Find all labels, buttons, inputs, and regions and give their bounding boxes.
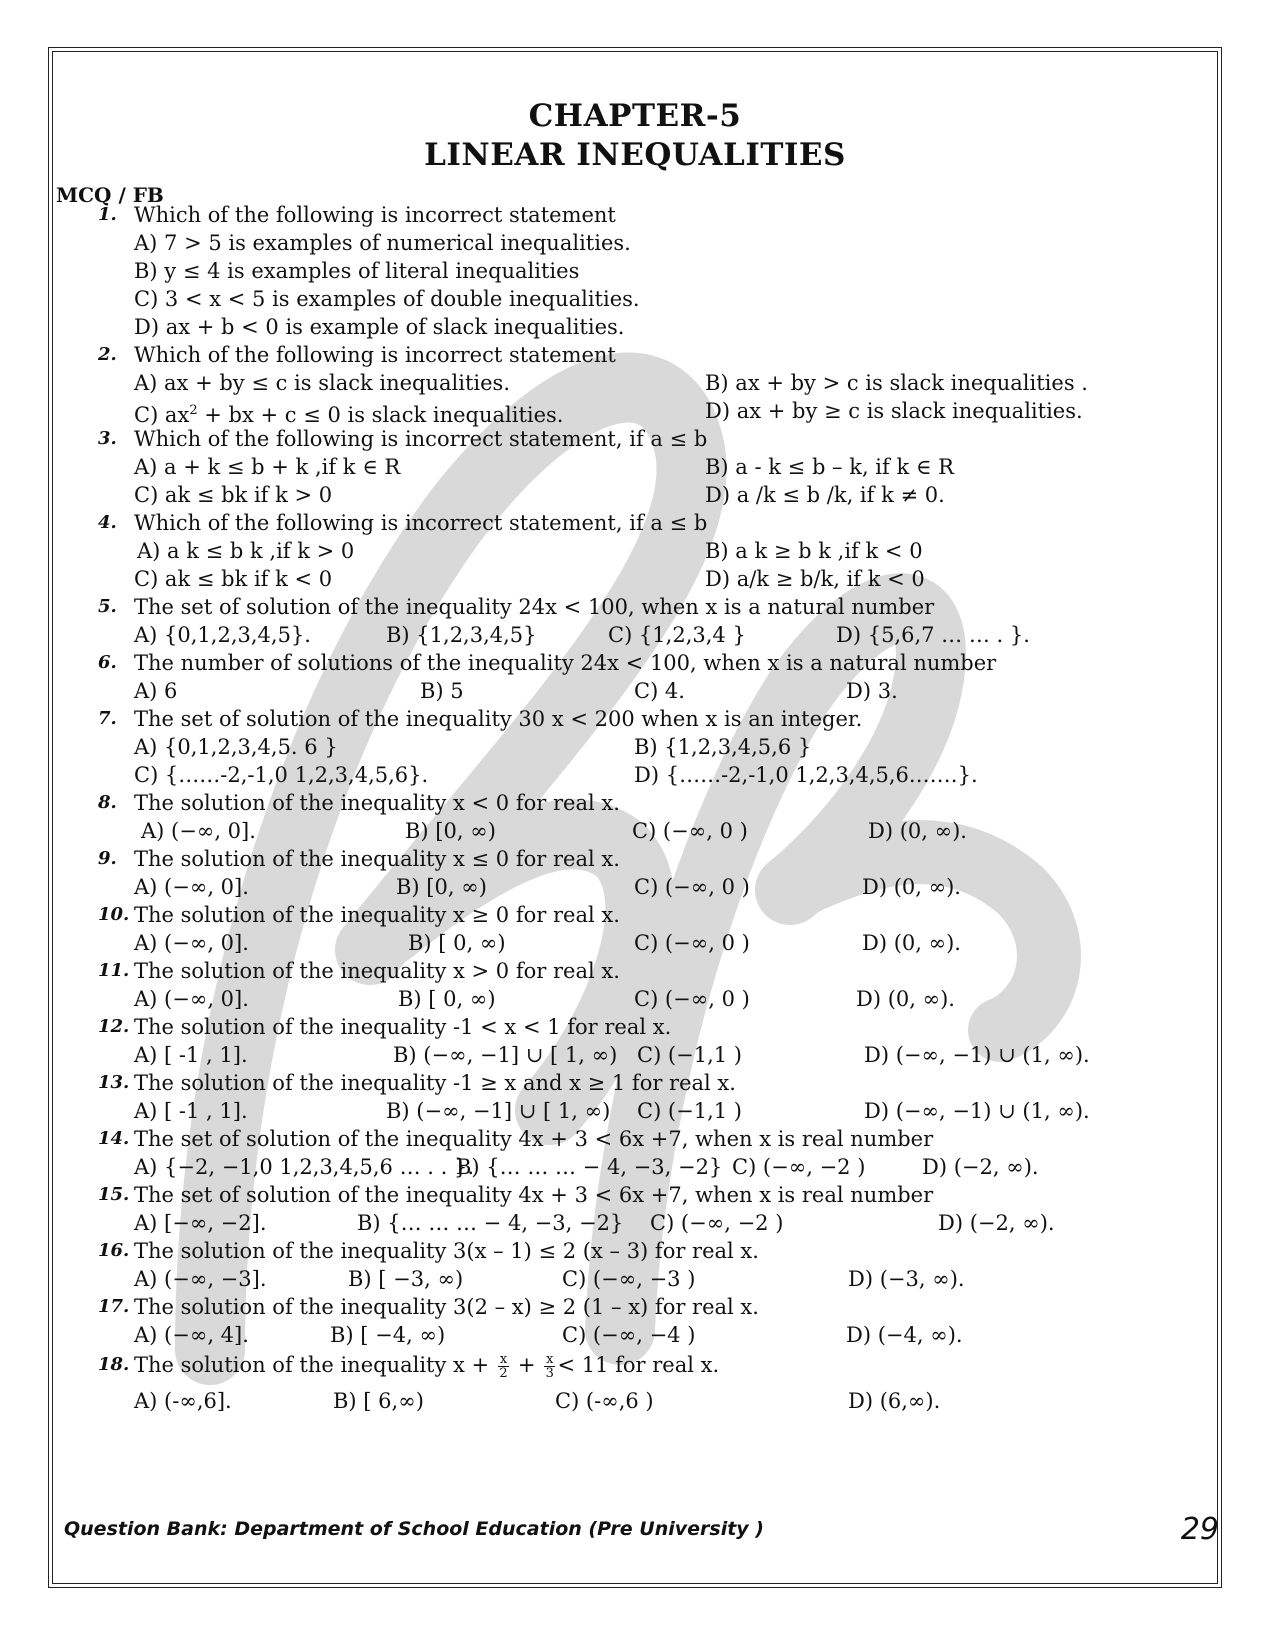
option-b: B) [ 0, ∞) [398,987,496,1011]
option-d: D) (−3, ∞). [848,1267,965,1291]
option-a: A) (−∞, 0]. [134,931,249,955]
question-text: The set of solution of the inequality 24x < 100, when x is a natural number [134,595,935,619]
question-number: 10. [98,904,130,925]
question-text: The solution of the inequality x > 0 for real x. [134,959,620,983]
option-d: D) (0, ∞). [868,819,967,843]
option-d: D) (−∞, −1) ∪ (1, ∞). [864,1099,1090,1123]
option-c: C) (−∞, 0 ) [634,987,750,1011]
option-a: A) [ -1 , 1]. [134,1043,248,1067]
option-c: C) (−1,1 ) [637,1043,742,1067]
option-a: A) a k ≤ b k ,if k > 0 [137,539,355,563]
option-c: C) {……-2,-1,0 1,2,3,4,5,6}. [134,763,429,787]
question-text: The solution of the inequality x + $\frac{x}{2}$ + $\frac{x}{3}$ < 11 for real x. [134,1352,720,1381]
option-b: B) [ −3, ∞) [348,1267,464,1291]
option-b: B) [0, ∞) [405,819,496,843]
option-b: B) {… … … − 4, −3, −2} [357,1211,624,1235]
question-text: The solution of the inequality x < 0 for real x. [134,791,620,815]
option-a: A) (−∞, 0]. [141,819,256,843]
chapter-number: CHAPTER-5 [528,98,742,134]
option-c: C) $ax^2$ + bx + c ≤ 0 is slack inequalities. [134,403,564,427]
question-number: 5. [98,596,117,617]
question-text: The solution of the inequality 3(2 – x) ≥ 2 (1 – x) for real x. [134,1295,759,1319]
question-number: 7. [98,708,117,729]
option-d: D) {……-2,-1,0 1,2,3,4,5,6.……}. [634,763,978,787]
option-a: A) ax + by ≤ c is slack inequalities. [134,371,511,395]
option-a: A) [ -1 , 1]. [134,1099,248,1123]
option-b: B) {1,2,3,4,5} [386,623,537,647]
option-d: D) (−2, ∞). [938,1211,1055,1235]
question-text: The number of solutions of the inequality 24x < 100, when x is a natural number [134,651,997,675]
option-b: B) (−∞, −1] ∪ [ 1, ∞) [393,1043,618,1067]
question-text: The solution of the inequality x ≤ 0 for real x. [134,847,620,871]
option-d: D) 3. [846,679,898,703]
section-label: MCQ / FB [56,183,164,207]
question-number: 14. [98,1128,130,1149]
option-a: A) {0,1,2,3,4,5. 6 } [134,735,338,759]
option-d: D) a/k ≥ b/k, if k < 0 [705,567,925,591]
option-d: D) ax + b < 0 is example of slack inequalities. [134,315,625,339]
question-number: 8. [98,792,117,813]
question-text: The set of solution of the inequality 30 x < 200 when x is an integer. [134,707,863,731]
fraction-x-over-3: $\frac{x}{3}$ [545,1352,554,1381]
page-number: 29 [1180,1512,1219,1547]
option-a: A) (-∞,6]. [134,1389,232,1413]
option-b: B) (−∞, −1] ∪ [ 1, ∞) [386,1099,611,1123]
option-b: B) ax + by > c is slack inequalities . [705,371,1088,395]
question-text: The solution of the inequality -1 ≥ x and x ≥ 1 for real x. [134,1071,736,1095]
option-b: B) y ≤ 4 is examples of literal inequalities [134,259,580,283]
question-number: 16. [98,1240,130,1261]
option-d: D) (−∞, −1) ∪ (1, ∞). [864,1043,1090,1067]
question-text: Which of the following is incorrect statement [134,343,616,367]
question-text: The set of solution of the inequality 4x + 3 < 6x +7, when x is real number [134,1127,934,1151]
option-b: B) {… … … − 4, −3, −2} [456,1155,723,1179]
question-number: 17. [98,1296,130,1317]
option-a: A) (−∞, 0]. [134,987,249,1011]
option-c: C) (−∞, −2 ) [650,1211,784,1235]
option-c: C) (−∞, −4 ) [562,1323,696,1347]
footer-text: Question Bank: Department of School Education (Pre University ) [64,1518,764,1540]
fraction-x-over-2: $\frac{x}{2}$ [499,1352,508,1381]
option-a: A) [−∞, −2]. [134,1211,267,1235]
option-b: B) [ −4, ∞) [330,1323,446,1347]
option-b: B) a k ≥ b k ,if k < 0 [705,539,923,563]
option-a: A) 7 > 5 is examples of numerical inequalities. [134,231,631,255]
option-a: A) {0,1,2,3,4,5}. [134,623,311,647]
option-d: D) (0, ∞). [856,987,955,1011]
question-number: 11. [98,960,130,981]
option-c: C) (−∞, −3 ) [562,1267,696,1291]
option-d: D) ax + by ≥ c is slack inequalities. [705,399,1083,423]
option-b: B) [0, ∞) [396,875,487,899]
option-d: D) (−4, ∞). [846,1323,963,1347]
question-text: The solution of the inequality -1 < x < 1 for real x. [134,1015,672,1039]
question-number: 6. [98,652,117,673]
option-c: C) 4. [634,679,685,703]
option-a: A) {−2, −1,0 1,2,3,4,5,6 … . . }. [134,1155,474,1179]
question-number: 4. [98,512,117,533]
option-b: B) a - k ≤ b – k, if k ∈ R [705,455,954,479]
question-text: The solution of the inequality 3(x – 1) ≤ 2 (x – 3) for real x. [134,1239,759,1263]
option-d: D) a /k ≤ b /k, if k ≠ 0. [705,483,945,507]
option-d: D) (0, ∞). [862,931,961,955]
option-a: A) 6 [134,679,178,703]
option-c: C) (−∞, 0 ) [632,819,748,843]
option-b: B) [ 6,∞) [333,1389,424,1413]
question-text: The solution of the inequality x ≥ 0 for real x. [134,903,620,927]
option-d: D) (0, ∞). [862,875,961,899]
chapter-title: LINEAR INEQUALITIES [424,137,846,173]
question-number: 12. [98,1016,130,1037]
question-number: 2. [98,344,117,365]
question-number: 9. [98,848,117,869]
option-b: B) {1,2,3,4,5,6 } [634,735,812,759]
option-a: A) (−∞, 0]. [134,875,249,899]
option-a: A) (−∞, −3]. [134,1267,267,1291]
question-number: 1. [98,204,117,225]
question-text: Which of the following is incorrect statement, if a ≤ b [134,427,708,451]
option-c: C) {1,2,3,4 } [608,623,746,647]
option-b: B) 5 [420,679,464,703]
question-number: 15. [98,1184,130,1205]
option-c: C) ak ≤ bk if k > 0 [134,483,333,507]
option-c: C) ak ≤ bk if k < 0 [134,567,333,591]
question-text: Which of the following is incorrect statement [134,203,616,227]
option-c: C) 3 < x < 5 is examples of double inequalities. [134,287,640,311]
option-d: D) {5,6,7 … … . }. [836,623,1030,647]
option-b: B) [ 0, ∞) [408,931,506,955]
option-c: C) (-∞,6 ) [555,1389,654,1413]
question-text: The set of solution of the inequality 4x + 3 < 6x +7, when x is real number [134,1183,934,1207]
question-number: 18. [98,1354,130,1375]
question-number: 3. [98,428,117,449]
option-c: C) (−1,1 ) [637,1099,742,1123]
option-c: C) (−∞, 0 ) [634,931,750,955]
option-a: A) a + k ≤ b + k ,if k ∈ R [134,455,401,479]
question-text: Which of the following is incorrect statement, if a ≤ b [134,511,708,535]
question-number: 13. [98,1072,130,1093]
option-d: D) (6,∞). [848,1389,941,1413]
option-c: C) (−∞, 0 ) [634,875,750,899]
option-c: C) (−∞, −2 ) [732,1155,866,1179]
option-a: A) (−∞, 4]. [134,1323,249,1347]
option-d: D) (−2, ∞). [922,1155,1039,1179]
